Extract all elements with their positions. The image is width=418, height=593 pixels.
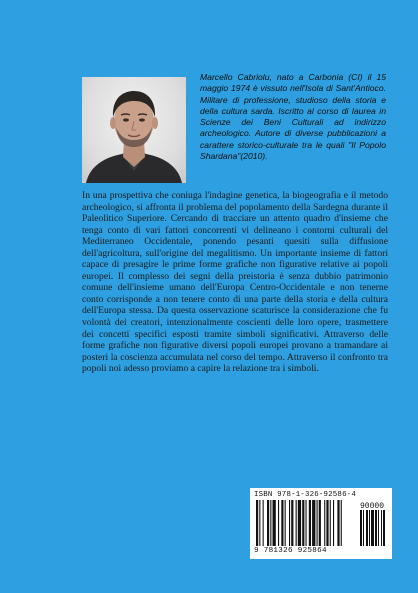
isbn-digits: 9 781326 925864 — [254, 547, 327, 555]
barcode-bar — [317, 500, 318, 546]
barcode-bar — [302, 500, 304, 546]
barcode-bar — [256, 500, 258, 546]
book-description: In una prospettiva che coniuga l'indagine genetica, la biogeografia e il metodo archeologico, si affronta il problema del popolamento della Sardegna durante il Paleolitico Superiore. Cercando di tracciare un attento quadro d'insieme che tenga conto di vari fattori concorrenti vi delineano i contorni culturali del Mediterraneo Occidentale, ponendo pesanti quesiti sulla diffusione dell'agricoltura, sull'origine del megalitismo. Un importante insieme di fattori capace di presagire le prime forme grafiche non figurative relative ai popoli europei. Il complesso dei segni della preistoria è senza dubbio patrimonio comune dell'insieme umano dell'Europa Centro-Occidentale e non tenerne conto corrisponde a non tenere conto di una parte della storia e della cultura dell'Europa stessa. Da questa osservazione scaturisce la considerazione che fu volontà dei creatori, intenzionalmente coscienti delle loro opere, trasmettere dei concetti specifici esposti tramite simboli significativi. Attraverso delle forme grafiche non figurative diversi popoli europei provano a tramandare ai posteri la coscienza accumulata nel corso del tempo. Attraverso il confronto tra popoli noi adesso proviamo a capire la relazione tra i simboli. — [82, 190, 388, 375]
barcode-bar — [341, 500, 342, 546]
addon-bar — [381, 510, 382, 546]
barcode-bar — [267, 500, 269, 546]
barcode-bar — [337, 500, 339, 546]
barcode-bar — [324, 500, 325, 546]
barcode-bar — [309, 500, 311, 546]
addon-bar — [369, 510, 370, 546]
addon-bar — [371, 510, 374, 546]
barcode-bar — [289, 500, 290, 546]
barcode-bars — [256, 500, 388, 546]
barcode-bar — [296, 500, 297, 546]
barcode-bar — [285, 500, 286, 546]
barcode-bar — [312, 500, 315, 546]
addon-bar — [375, 510, 377, 546]
barcode-bar — [273, 500, 276, 546]
addon-bar — [366, 510, 368, 546]
barcode-bar — [259, 500, 260, 546]
author-portrait-image — [82, 77, 186, 183]
barcode-bar — [281, 500, 283, 546]
addon-bar — [360, 510, 362, 546]
barcode-bar — [270, 500, 271, 546]
barcode-bar — [263, 500, 264, 546]
author-bio: Marcello Cabriolu, nato a Carbonia (CI) il 15 maggio 1974 è vissuto nell'Isola di Sant'Antioco. Militare di professione, studioso della storia e della cultura sarda. Iscritto al corso di laurea in Scienze dei Beni Culturali ad indirizzo archeologico. Autore di diverse pubblicazioni a carattere storico-culturale tra le quali "Il Popolo Shardana"(2010). — [200, 72, 386, 162]
barcode-bar — [291, 500, 293, 546]
addon-bar — [383, 510, 385, 546]
barcode-bar — [306, 500, 307, 546]
isbn-barcode — [250, 488, 392, 559]
barcode-bar — [326, 500, 328, 546]
price-code: 90000 — [360, 502, 385, 511]
author-photo — [82, 77, 186, 183]
barcode-bar — [333, 500, 334, 546]
isbn-label: ISBN 978-1-326-92586-4 — [254, 491, 356, 499]
addon-bar — [363, 510, 364, 546]
addon-bar — [378, 510, 379, 546]
barcode-bar — [330, 500, 331, 546]
barcode-bar — [298, 500, 301, 546]
barcode-bar — [278, 500, 279, 546]
barcode-bar — [319, 500, 321, 546]
